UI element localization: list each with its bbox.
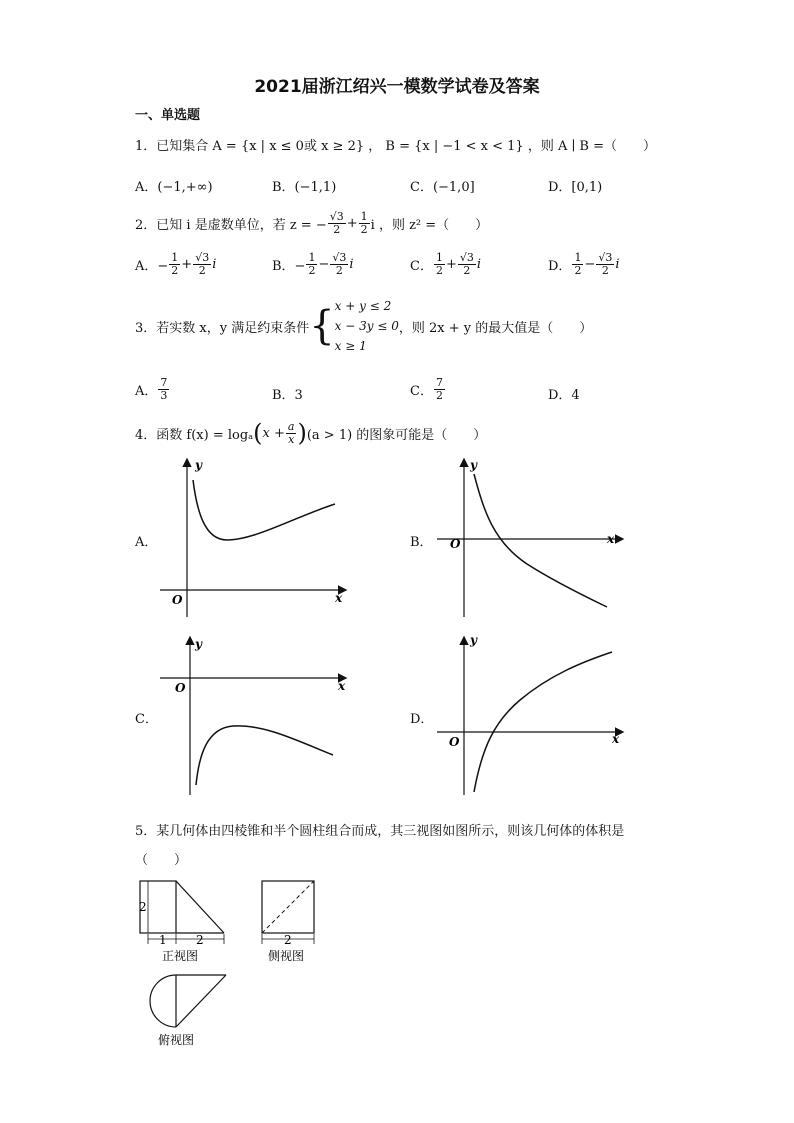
constraint-3: x ≥ 1 bbox=[334, 339, 367, 353]
frac-den: x bbox=[288, 432, 295, 446]
page-title: 2021届浙江绍兴一模数学试卷及答案 bbox=[254, 77, 540, 97]
constraint-1: x + y ≤ 2 bbox=[334, 299, 392, 313]
frac-num: a bbox=[287, 419, 295, 433]
q3-opt-c-label: C． bbox=[410, 384, 433, 399]
q2-opt-b-label: B．− bbox=[272, 259, 306, 274]
q2-opt-c-frac1 bbox=[434, 252, 445, 277]
constraint-system bbox=[335, 296, 399, 356]
axis-y-label: y bbox=[470, 633, 477, 647]
q4-paren-close: ) bbox=[297, 419, 307, 447]
frac-den: 2 bbox=[198, 264, 206, 277]
axis-y-label: y bbox=[195, 458, 202, 472]
frac-num: √3 bbox=[598, 251, 613, 264]
q2-mid: + bbox=[346, 216, 358, 231]
q4-graph-c bbox=[155, 630, 355, 800]
frac-num: 7 bbox=[160, 376, 168, 389]
q4-paren-open: ( bbox=[253, 419, 263, 447]
q2-opt-a-frac2 bbox=[193, 252, 211, 277]
question-2-stem bbox=[135, 211, 488, 236]
question-1-stem: 1．已知集合 A = {x | x ≤ 0或 x ≥ 2} ， B = {x | −1 < x < 1} ，则 A ∣ B =（ ） bbox=[135, 139, 656, 154]
side-view-label: 侧视图 bbox=[268, 949, 305, 963]
q4-graph-a-label: A． bbox=[135, 535, 158, 550]
dim-right-label: 2 bbox=[196, 933, 204, 947]
frac-den: 2 bbox=[435, 389, 443, 402]
q2-option-a bbox=[135, 252, 216, 277]
q3-suffix: ，则 2x + y 的最大值是（ ） bbox=[398, 320, 593, 336]
frac-den: 2 bbox=[601, 264, 609, 277]
frac-den: 3 bbox=[160, 389, 168, 402]
q2-opt-b-op: − bbox=[318, 257, 330, 272]
frac-num: 1 bbox=[435, 251, 443, 264]
imag-unit: i bbox=[212, 257, 217, 272]
q2-opt-d-op: − bbox=[584, 257, 596, 272]
q2-opt-c-frac2 bbox=[458, 252, 476, 277]
dim-side-label: 2 bbox=[284, 933, 292, 947]
front-view bbox=[132, 876, 232, 966]
q4-frac bbox=[286, 421, 297, 446]
q3-opt-a-frac bbox=[158, 377, 169, 402]
question-5-paren: （ ） bbox=[135, 853, 188, 868]
axis-x-label: x bbox=[335, 591, 343, 605]
frac-den: 2 bbox=[308, 264, 316, 277]
frac-den: 2 bbox=[574, 264, 582, 277]
q3-opt-a-label: A． bbox=[135, 384, 158, 399]
origin-label: O bbox=[449, 735, 460, 749]
q3-option-a bbox=[135, 377, 170, 402]
q1-option-a: A．(−1,+∞) bbox=[135, 180, 213, 195]
q2-opt-d-label: D． bbox=[548, 259, 572, 274]
q1-option-c: C．(−1,0] bbox=[410, 180, 475, 195]
function-curve bbox=[196, 726, 333, 785]
side-view bbox=[254, 876, 344, 966]
imag-unit: i bbox=[349, 257, 354, 272]
q3-prefix: 3．若实数 x，y 满足约束条件 bbox=[135, 320, 310, 336]
top-view bbox=[140, 970, 240, 1050]
dim-height-label: 2 bbox=[139, 900, 147, 914]
question-5-stem: 5．某几何体由四棱锥和半个圆柱组合而成，其三视图如图所示，则该几何体的体积是 bbox=[135, 824, 625, 839]
q4-graph-a bbox=[155, 452, 355, 622]
q4-graph-c-label: C． bbox=[135, 712, 158, 727]
q2-opt-c-op: + bbox=[445, 257, 457, 272]
top-semicircle bbox=[150, 975, 176, 1027]
dim-left-label: 1 bbox=[159, 933, 167, 947]
frac-num: 7 bbox=[435, 376, 443, 389]
q4-graph-b bbox=[432, 452, 632, 622]
frac-den: 2 bbox=[435, 264, 443, 277]
frac-num: √3 bbox=[195, 251, 210, 264]
axis-x-label: x bbox=[612, 732, 620, 746]
q2-frac-2 bbox=[359, 211, 370, 236]
axis-y-label: y bbox=[470, 458, 477, 472]
q2-opt-b-frac1 bbox=[306, 252, 317, 277]
q1-option-d: D．[0,1) bbox=[548, 180, 603, 195]
section-heading: 一、单选题 bbox=[135, 108, 201, 123]
top-slant bbox=[176, 975, 226, 1027]
q3-opt-c-frac bbox=[434, 377, 445, 402]
origin-label: O bbox=[175, 681, 186, 695]
q2-opt-d-frac1 bbox=[572, 252, 583, 277]
q2-option-b bbox=[272, 252, 354, 277]
q2-opt-d-frac2 bbox=[596, 252, 614, 277]
constraint-2: x − 3y ≤ 0 bbox=[334, 319, 399, 333]
q4-prefix: 4．函数 f(x) = logₐ bbox=[135, 427, 254, 443]
q2-option-d bbox=[548, 252, 620, 277]
origin-label: O bbox=[450, 537, 461, 551]
front-slant bbox=[176, 881, 224, 933]
q1-option-b: B．(−1,1) bbox=[272, 180, 337, 195]
q2-opt-a-frac1 bbox=[169, 252, 180, 277]
frac-num: 1 bbox=[308, 251, 316, 264]
front-view-label: 正视图 bbox=[162, 949, 199, 963]
imag-unit: i bbox=[476, 257, 482, 272]
q2-frac-1 bbox=[328, 211, 346, 236]
frac-num: √3 bbox=[459, 251, 474, 264]
q3-option-c bbox=[410, 377, 446, 402]
q2-opt-a-op: + bbox=[181, 257, 193, 272]
q2-suffix: i ，则 z² =（ ） bbox=[370, 218, 489, 233]
frac-den: 2 bbox=[335, 264, 343, 277]
imag-unit: i bbox=[615, 257, 620, 272]
function-curve bbox=[474, 652, 612, 792]
origin-label: O bbox=[172, 593, 183, 607]
frac-den: 2 bbox=[171, 264, 179, 277]
q2-opt-a-label: A．− bbox=[135, 259, 169, 274]
axis-x-label: x bbox=[607, 532, 615, 546]
axis-y-label: y bbox=[195, 637, 202, 651]
q2-frac2-den: 2 bbox=[360, 223, 368, 236]
question-3-stem bbox=[135, 296, 592, 356]
axis-x-label: x bbox=[338, 679, 346, 693]
q3-option-d: D．4 bbox=[548, 388, 580, 403]
frac-num: 1 bbox=[171, 251, 179, 264]
brace-glyph: { bbox=[309, 303, 335, 349]
question-4-stem bbox=[135, 419, 486, 447]
q2-prefix: 2．已知 i 是虚数单位，若 z = − bbox=[135, 218, 327, 233]
q4-suffix: (a > 1) 的图象可能是（ ） bbox=[306, 427, 487, 443]
frac-num: 1 bbox=[574, 251, 582, 264]
frac-den: 2 bbox=[463, 264, 471, 277]
q4-graph-d-label: D． bbox=[410, 712, 434, 727]
top-view-label: 俯视图 bbox=[158, 1033, 195, 1047]
q3-option-b: B．3 bbox=[272, 388, 303, 403]
q2-frac1-num: √3 bbox=[329, 210, 344, 223]
function-curve bbox=[474, 474, 607, 607]
q4-x-plus: x + bbox=[262, 425, 285, 441]
function-curve bbox=[193, 480, 335, 540]
q4-graph-b-label: B． bbox=[410, 535, 433, 550]
q2-opt-c-label: C． bbox=[410, 259, 433, 274]
frac-num: √3 bbox=[332, 251, 347, 264]
q2-option-c bbox=[410, 252, 481, 277]
q2-frac2-num: 1 bbox=[360, 210, 368, 223]
q2-frac1-den: 2 bbox=[333, 223, 341, 236]
q4-graph-d bbox=[432, 630, 632, 800]
q2-opt-b-frac2 bbox=[330, 252, 348, 277]
side-hidden-edge bbox=[262, 881, 314, 933]
